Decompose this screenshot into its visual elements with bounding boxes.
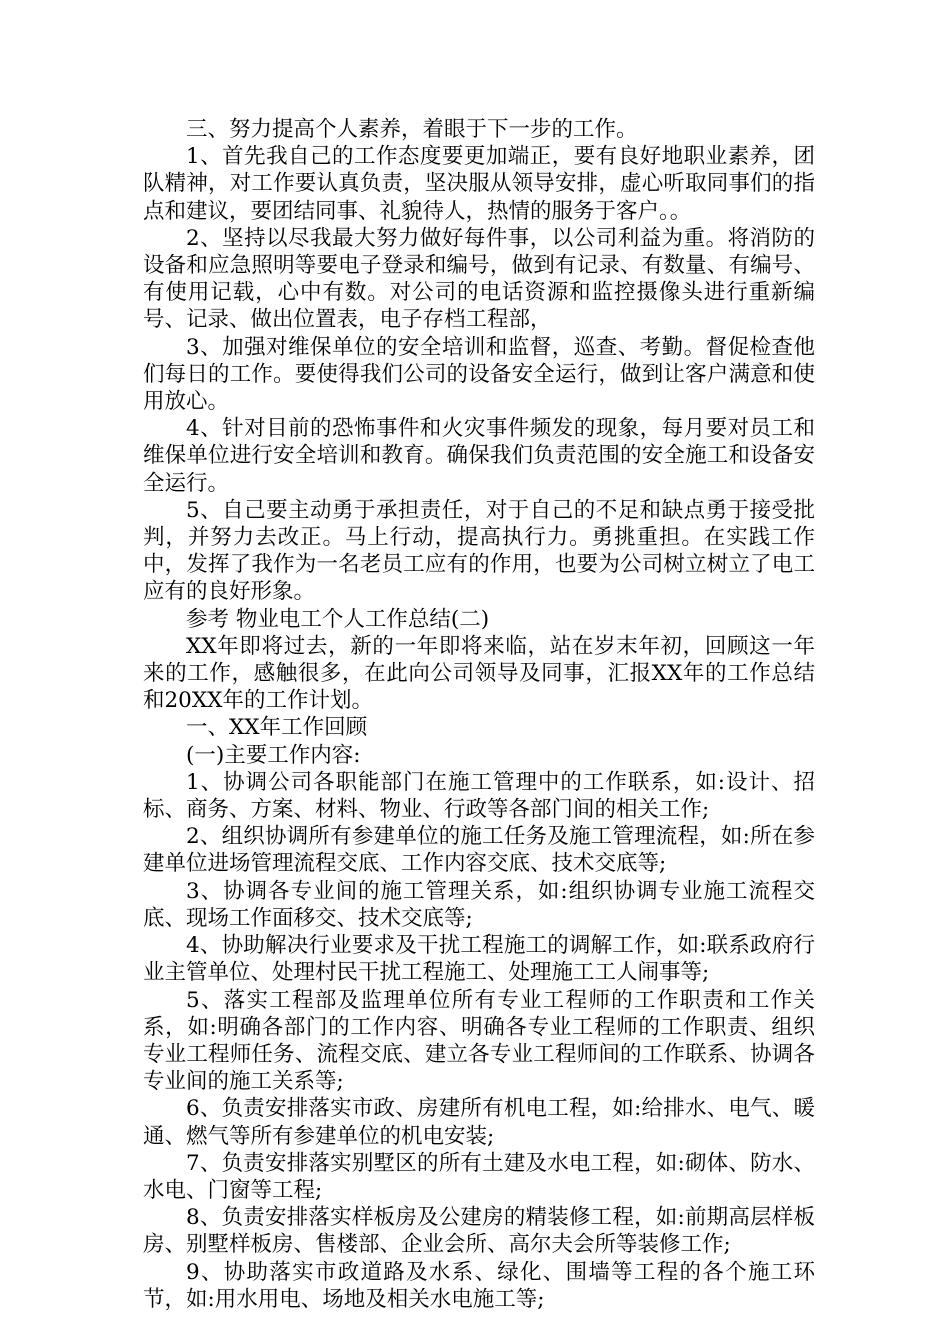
work-item-5: 5、落实工程部及监理单位所有专业工程师的工作职责和工作关系，如:明确各部门的工作内容、明确各专业工程师的工作职责、组织专业工程师任务、流程交底、建立各专业工程师间的工作联系、协调各专业间的施工关系等; (143, 987, 815, 1095)
section-heading-3: 三、努力提高个人素养，着眼于下一步的工作。 (186, 117, 638, 142)
paragraph-item-4: 4、针对目前的恐怖事件和火灾事件频发的现象，每月要对员工和维保单位进行安全培训和教育。确保我们负责范围的安全施工和设备安全运行。 (143, 416, 815, 496)
work-item-4: 4、协助解决行业要求及干扰工程施工的调解工作，如:联系政府行业主管单位、处理村民干扰工程施工、处理施工工人闹事等; (143, 933, 815, 986)
paragraph-item-5: 5、自己要主动勇于承担责任，对于自己的不足和缺点勇于接受批判，并努力去改正。马上行动，提高执行力。勇挑重担。在实践工作中，发挥了我作为一名老员工应有的作用，也要为公司树立树立了电工应有的良好形象。 (143, 497, 815, 605)
work-item-2: 2、组织协调所有参建单位的施工任务及施工管理流程，如:所在参建单位进场管理流程交底、工作内容交底、技术交底等; (143, 824, 815, 877)
work-item-6: 6、负责安排落实市政、房建所有机电工程，如:给排水、电气、暖通、燃气等所有参建单位的机电安装; (143, 1096, 815, 1149)
paragraph-item-3: 3、加强对维保单位的安全培训和监督，巡查、考勤。督促检查他们每日的工作。要使得我们公司的设备安全运行，做到让客户满意和使用放心。 (143, 334, 815, 415)
paragraph-item-2: 2、坚持以尽我最大努力做好每件事，以公司利益为重。将消防的设备和应急照明等要电子登录和编号，做到有记录、有数量、有编号、有使用记载，心中有数。对公司的电话资源和监控摄像头进行重新编号、记录、做出位置表，电子存档工程部， (143, 225, 815, 333)
subsection-heading: (一)主要工作内容: (186, 742, 361, 768)
reference-title: 参考 物业电工个人工作总结(二) (186, 606, 490, 632)
work-item-9: 9、协助落实市政道路及水系、绿化、围墙等工程的各个施工环节，如:用水用电、场地及相关水电施工等; (143, 1259, 815, 1312)
document-page (143, 116, 815, 1313)
work-item-8: 8、负责安排落实样板房及公建房的精装修工程，如:前期高层样板房、别墅样板房、售楼部、企业会所、高尔夫会所等装修工作; (143, 1205, 815, 1258)
paragraph-item-1: 1、首先我自己的工作态度要更加端正，要有良好地职业素养，团队精神，对工作要认真负责，坚决服从领导安排，虚心听取同事们的指点和建议，要团结同事、礼貌待人，热情的服务于客户。。 (143, 144, 815, 224)
section-heading-1: 一、XX年工作回顾 (186, 715, 368, 741)
intro-paragraph: XX年即将过去，新的一年即将来临，站在岁末年初，回顾这一年来的工作，感触很多，在此向公司领导及同事，汇报XX年的工作总结和20XX年的工作计划。 (143, 633, 815, 714)
work-item-7: 7、负责安排落实别墅区的所有土建及水电工程，如:砌体、防水、水电、门窗等工程; (143, 1150, 815, 1203)
work-item-3: 3、协调各专业间的施工管理关系，如:组织协调专业施工流程交底、现场工作面移交、技术交底等; (143, 878, 815, 931)
work-item-1: 1、协调公司各职能部门在施工管理中的工作联系，如:设计、招标、商务、方案、材料、物业、行政等各部门间的相关工作; (143, 769, 815, 823)
